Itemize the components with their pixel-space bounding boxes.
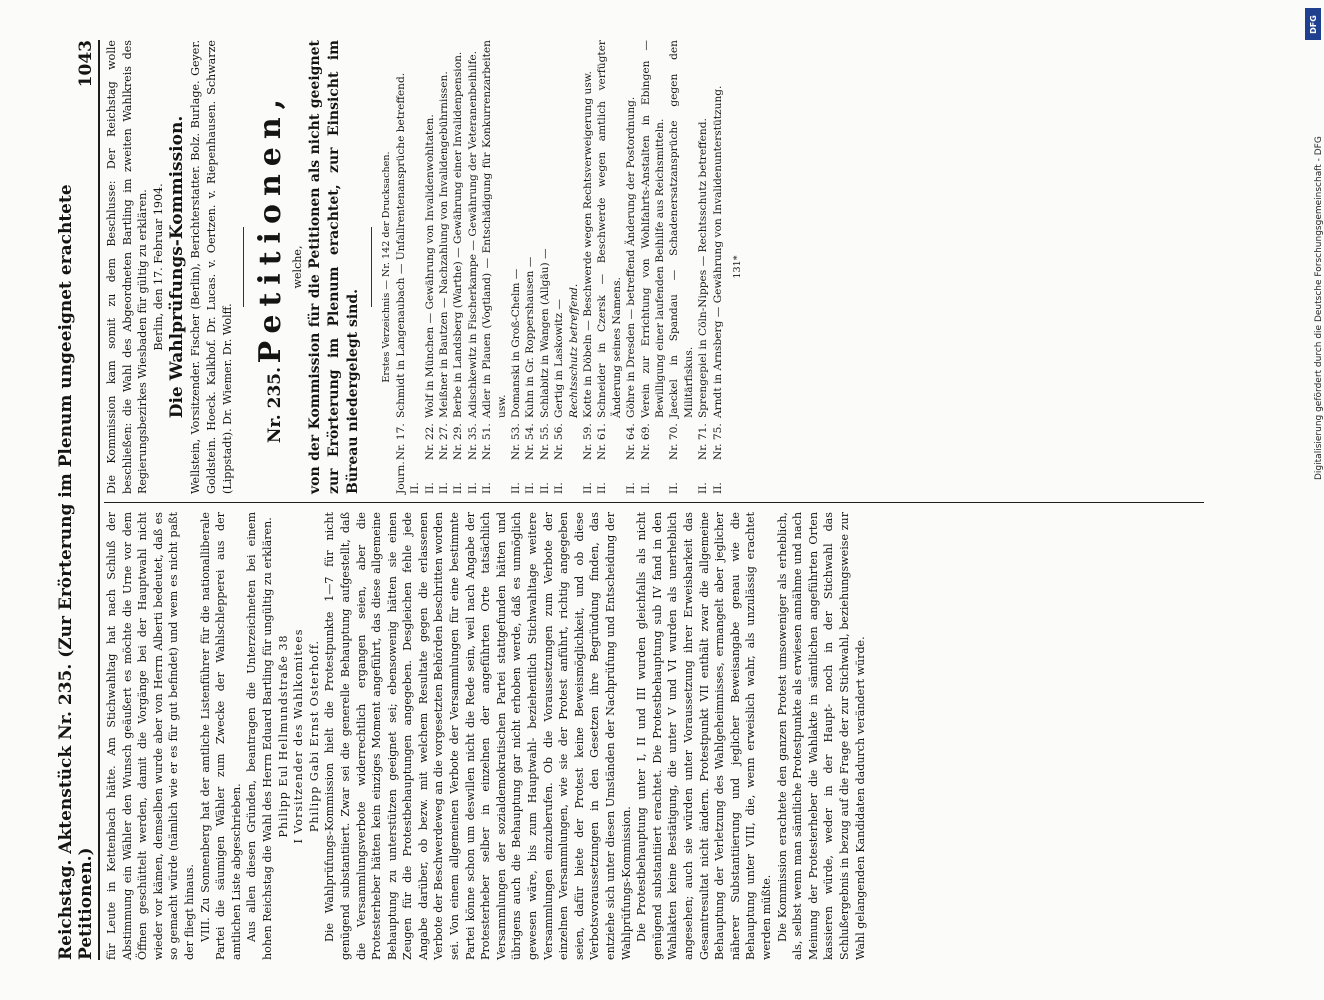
petition-row: [624, 40, 638, 494]
petition-number: Nr. 35.: [466, 423, 479, 460]
petition-text: Adischkewitz in Fischerkampe — Gewährung der Veteranenbeihilfe.: [466, 50, 479, 418]
list-header: Erstes Verzeichnis — Nr. 142 der Drucksachen.: [380, 151, 392, 383]
document-welche: welche,: [291, 245, 305, 289]
petition-text: Schmidt in Langenaubach — Unfallrentenansprüche betreffend.: [394, 72, 407, 418]
petition-number: Nr. 29.: [452, 423, 465, 460]
paragraph: für Leute in Kettenbach hätte. Am Stichwahltag hat nach Schluß der Abstimmung ein Wähler den Wunsch geäußert es möchte die Urne vor dem Öffnen geschüttelt werden, damit die Vorgänge bei der Hauptwahl nicht wieder vor kämen, demselben wurde aber von Herrn Alberti bedeutet, daß es so gemacht würde (nämlich wie er es für gut befindet) und wem es nicht paßt der fliegt hinaus.: [105, 512, 196, 960]
petition-number: Nr. 53.: [510, 423, 522, 460]
header-title: Reichstag. Aktenstück Nr. 235. (Zur Erörterung im Plenum ungeeignet erachtete Petitionen.): [56, 184, 96, 960]
petition-series: II.: [582, 482, 595, 494]
signature-line: I Vorsitzender des Wahlkomitees: [292, 628, 306, 844]
petition-series: Journ. II.: [394, 461, 422, 494]
petition-text: Schneider in Czersk — Beschwerde wegen amtlich verfügter Änderung seines Namens.: [596, 40, 623, 418]
paragraph: Aus allen diesen Gründen, beantragen die Unterzeichneten bei einem hohen Reichstag die Wahl des Herrn Eduard Bartling für ungültig zu erklären.: [245, 512, 274, 960]
petition-text: Gertig in Laskowitz —: [553, 298, 566, 418]
commission-members: Wellstein, Vorsitzender. Fischer (Berlin), Berichterstatter. Bolz. Burlage. Geyer. Goldstein. Hoeck. Kalkhof. Dr. Lucas. v. Oertzen. v. Riepenhausen. Schwarze (Lippstadt). Dr. Wiemer. Dr. Wolff.: [189, 40, 234, 494]
petition-series: II.: [668, 482, 681, 494]
petition-series: II.: [553, 482, 566, 494]
petition-row: [523, 40, 537, 494]
petition-number: Nr. 75.: [711, 423, 724, 460]
petition-number: Nr. 61.: [596, 423, 609, 460]
petition-row: [696, 40, 710, 494]
document-heading: [252, 40, 290, 494]
resolution-text: Die Kommission kam somit zu dem Beschlusse: Der Reichstag wolle beschließen: die Wahl des Abgeordneten Bartling im zweiten Wahlkreis des Regierungsbezirkes Wiesbaden für gültig zu erklären.: [105, 40, 150, 494]
petition-series: II.: [639, 482, 652, 494]
petition-number: Nr. 71.: [697, 423, 710, 460]
petition-number: Nr. 51.: [481, 423, 494, 460]
petition-text: Göhre in Dresden — betreffend Änderung der Postordnung.: [625, 96, 638, 418]
petition-row: [552, 40, 566, 494]
bracket-note: Rechtsschutz betreffend.: [567, 283, 580, 418]
petition-row: [466, 40, 480, 494]
digitization-watermark: [1300, 10, 1324, 480]
petition-text: Jaeckel in Spandau — Schadenersatzansprüche gegen den Militärfiskus.: [668, 40, 695, 418]
petition-number: Nr. 27.: [437, 423, 450, 460]
petition-number: Nr. 69.: [639, 423, 652, 460]
petition-series: II.: [466, 482, 479, 494]
petition-number: Nr. 70.: [668, 423, 681, 460]
petition-series: II.: [481, 482, 494, 494]
petition-text: Kotte in Döbeln — Beschwerde wegen Rechtsverweigerung usw.: [582, 71, 595, 418]
petition-series: II.: [711, 482, 724, 494]
column-divider: [104, 502, 1204, 503]
petition-number: Nr. 17.: [394, 423, 407, 460]
document-number: Nr. 235.: [265, 366, 286, 444]
petition-row: [394, 40, 423, 494]
divider: [243, 227, 244, 307]
petition-row: [667, 40, 696, 494]
document-title: Petitionen,: [253, 90, 289, 364]
petition-series: II.: [697, 482, 710, 494]
divider: [371, 227, 372, 307]
petition-row: [639, 40, 668, 494]
petition-text: Meißner in Bautzen — Nachzahlung von Invalidengebührnissen.: [437, 71, 450, 418]
petition-row: [595, 40, 624, 494]
petition-number: Nr. 56.: [553, 423, 566, 460]
commission-title: Die Wahlprüfungs-Kommission.: [167, 115, 188, 419]
petition-series: II.: [538, 482, 551, 494]
petition-number: Nr. 22.: [423, 423, 436, 460]
paragraph: Die Protestbehauptung unter I, II und III wurden gleichfalls als nicht genügend substantiiert erachtet. Die Protestbehauptung sub IV fand in den Wahlakten keine Bestätigung, die unter V und VI wurden als unerheblich angesehen; auch sie würden unter Voraussetzung ihrer Erweisbarkeit das Gesamtresultat nicht ändern. Protestpunkt VII enthält zwar die allgemeine Behauptung der Verletzung des Wahlgeheimnisses, ermangelt aber jeglicher näherer Substantiierung und jeglicher Beweisangabe genau wie die Behauptung unter VIII, die, wenn erweislich wahr, als unzulässig erachtet werden müßte.: [635, 512, 773, 960]
petition-row: [451, 40, 465, 494]
petition-list: [394, 40, 725, 494]
petition-series: II.: [437, 482, 450, 494]
paragraph: VIII. Zu Sonnenberg hat der amtliche Listenführer für die nationalliberale Partei die säumigen Wähler zum Zwecke der Wahlschlepperei aus der amtlichen Liste abgeschrieben.: [198, 512, 243, 960]
signature-line: Philipp Eul Hellmundstraße 38: [276, 634, 290, 838]
bracket-note-row: [567, 40, 581, 494]
petition-text: Adler in Plauen (Vogtland) — Entschädigung für Konkurrenzarbeiten usw.: [481, 40, 508, 418]
right-column: [104, 40, 745, 494]
petition-number: Nr. 64.: [625, 423, 638, 460]
petition-series: II.: [625, 482, 638, 494]
left-column: [104, 512, 868, 960]
petition-number: Nr. 54.: [524, 423, 537, 460]
petition-series: II.: [596, 482, 609, 494]
footer-mark: 131*: [732, 255, 744, 279]
petition-series: II.: [524, 482, 537, 494]
watermark-text: Digitalisierung gefördert durch die Deutsche Forschungsgemeinschaft - DFG: [1314, 136, 1324, 480]
petition-row: [480, 40, 509, 494]
petition-series: II.: [423, 482, 436, 494]
petition-text: Kuhn in Gr. Roppershausen —: [524, 256, 537, 418]
petition-row: [581, 40, 595, 494]
paragraph: Die Kommission erachtete den ganzen Protest umsoweniger als erheblich, als, selbst wenn man sämtliche Protestpunkte als erwiesen annähme und nach Meinung der Protesterheber die Wahlakte in sämtlichen angeführten Orten kassieren würde, weder in der Haupt- noch in der Stichwahl das Schlußergebnis in bezug auf die Frage der zur Stichwahl, beziehungsweise zur Wahl gelangenden Kandidaten dadurch verändert würde.: [775, 512, 867, 960]
dfg-logo-text: DFG: [1308, 14, 1318, 34]
petition-number: Nr. 55.: [538, 423, 551, 460]
rotated-page-content: [56, 40, 1250, 960]
header-page-number: 1043: [76, 40, 96, 88]
petition-text: Domanski in Groß-Chelm —: [510, 268, 522, 418]
page-header: [56, 40, 100, 960]
petition-text: Berbe in Landsberg (Warthe) — Gewährung einer Invalidenpension.: [452, 51, 465, 418]
petition-row: [711, 40, 725, 494]
petition-text: Arndt in Arnsberg — Gewährung von Invalidenunterstützung.: [711, 85, 724, 418]
petition-text: Wolf in München — Gewährung von Invalidenwohltaten.: [423, 114, 436, 418]
petition-row: [437, 40, 451, 494]
petition-text: Schlabitz in Wangen (Allgäu) —: [538, 248, 551, 418]
document-subtitle: von der Kommission für die Petitionen als nicht geeignet zur Erörterung im Plenum erachtet, zur Einsicht im Büreau niedergelegt sind.: [306, 40, 361, 494]
petition-series: II.: [510, 482, 522, 494]
petition-row: [538, 40, 552, 494]
paragraph: Die Wahlprüfungs-Kommission hielt die Protestpunkte 1—7 für nicht genügend substantiiert. Zwar sei die generelle Behauptung aufgestellt, daß die Versammlungsverbote widerrechtlich ergangen seien, aber die Protesterheber hätten kein einziges Moment angeführt, das diese allgemeine Behauptung zu unterstützen geeignet sei; ebensowenig hätten sie einen Zeugen für die Protestbehauptungen angegeben. Desgleichen fehle jede Angabe darüber, ob bezw. mit welchem Resultate gegen die erlassenen Verbote der Beschwerdeweg an die vorgesetzten Behörden beschritten worden sei. Von einem allgemeinen Verbote der Versammlungen für eine bestimmte Partei könne schon um deswillen nicht die Rede sein, weil nach Angabe der Protesterheber selber in einzelnen der angeführten Orte tatsächlich Versammlungen der sozialdemokratischen Partei stattgefunden hätten und übrigens auch die Behauptung gar nicht erhoben werde, daß es unmöglich gewesen wäre, bis zum Hauptwahl- beziehentlich Stichwahltage weitere Versammlungen einzuberufen. Ob die Voraussetzungen zum Verbote der einzelnen Versammlungen, wie sie der Protest anführt, richtig angegeben seien, dafür biete der Protest keine Beweismöglichkeit, und ob diese Verbotsvoraussetzungen in den Gesetzen ihre Begründung finden, das entziehe sich unter diesen Umständen der Nachprüfung und Entscheidung der Wahlprüfungs-Kommission.: [323, 512, 633, 960]
petition-number: Nr. 59.: [582, 423, 595, 460]
signature-line: Philipp Gabi Ernst Osterhoff.: [307, 639, 321, 833]
petition-text: Sprengepiel in Cöln-Nippes — Rechtsschutz betreffend.: [697, 118, 710, 418]
petition-text: Verein zur Errichtung von Wohlfahrts-Anstalten in Ebingen — Bewilligung einer laufenden Beihilfe aus Reichsmitteln.: [639, 40, 667, 418]
petition-row: [423, 40, 437, 494]
petition-row: [509, 40, 523, 494]
petition-series: II.: [452, 482, 465, 494]
dateline: Berlin, den 17. Februar 1904.: [151, 183, 165, 351]
